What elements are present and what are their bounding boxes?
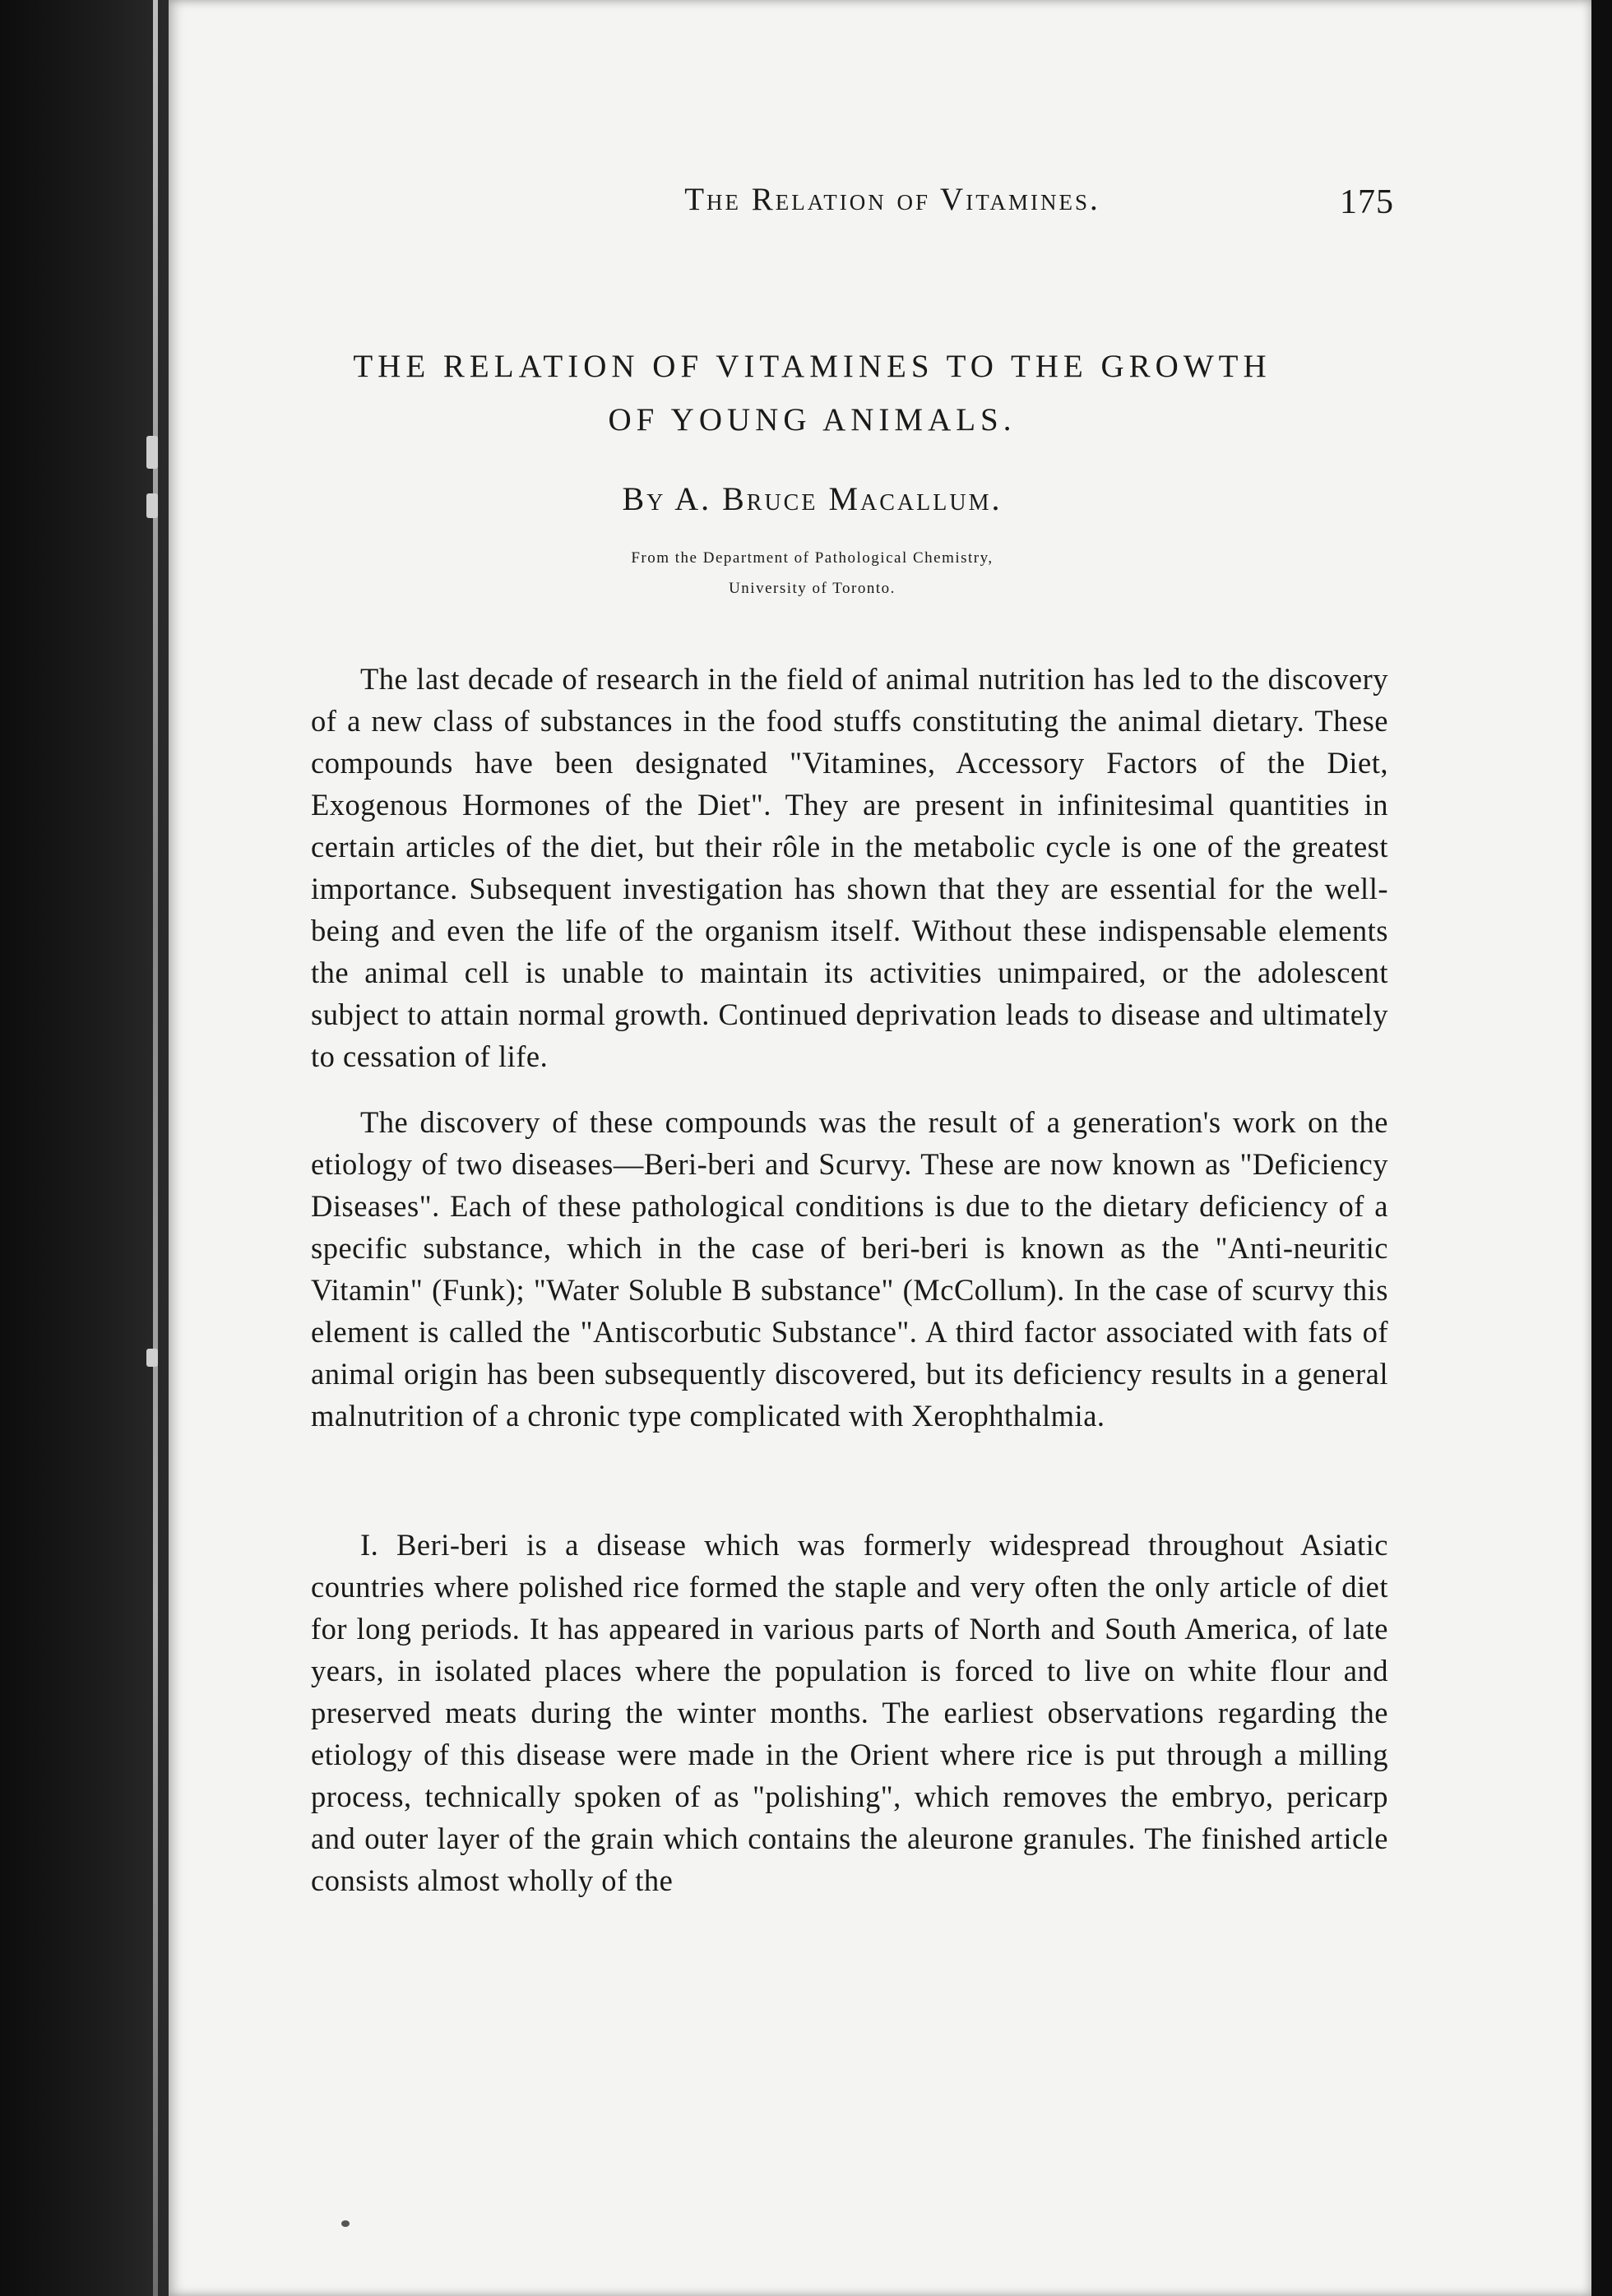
paper-speck [341, 2220, 350, 2227]
body-paragraph: I. Beri-beri is a disease which was formerly widespread throughout Asiatic countries where polished rice formed the staple and very often the only article of diet for long periods. It has appeared in various parts of North and South America, of late years, in isolated places where the population is forced to live on white flour and preserved meats during the winter months. The earliest observations regarding the etiology of this disease were made in the Orient where rice is put through a milling process, technically spoken of as "polishing", which removes the embryo, pericarp and outer layer of the grain which contains the aleurone granules. The finished article consists almost wholly of the [311, 1528, 1388, 1897]
binding-crease [153, 0, 158, 2296]
affiliation-line: From the Department of Pathological Chemistry, [631, 549, 994, 567]
article-title-line: THE RELATION OF VITAMINES TO THE GROWTH [353, 349, 1272, 384]
binding-mark [146, 436, 158, 469]
book-binding-edge [0, 0, 169, 2296]
binding-mark [146, 1349, 158, 1367]
article-title-line: OF YOUNG ANIMALS. [608, 402, 1017, 437]
affiliation-line: University of Toronto. [729, 580, 896, 597]
author-byline: By A. Bruce Macallum. [622, 480, 1003, 517]
author-affiliation [251, 543, 1373, 604]
body-paragraph: The discovery of these compounds was the result of a generation's work on the etiology of two diseases—Beri-beri and Scurvy. These are now known as "Deficiency Diseases". Each of these pathological conditions is due to the dietary deficiency of a specific substance, which in the case of beri-beri is known as the "Anti-neuritic Vitamin" (Funk); "Water Soluble B substance" (McCollum). In the case of scurvy this element is called the "Antiscorbutic Substance". A third factor associated with fats of animal origin has been subsequently discovered, but its deficiency results in a general malnutrition of a chronic type complicated with Xerophthalmia. [311, 1105, 1388, 1433]
binding-mark [146, 493, 158, 518]
body-paragraph: The last decade of research in the field of animal nutrition has led to the discovery of a new class of substances in the food stuffs constituting the animal dietary. These compounds have been designated "Vitamines, Accessory Factors of the Diet, Exogenous Hormones of the Diet". They are present in infinitesimal quantities in certain articles of the diet, but their rôle in the metabolic cycle is one of the greatest importance. Subsequent investigation has shown that they are essential for the well-being and even the life of the organism itself. Without these indispensable elements the animal cell is unable to maintain its activities unimpaired, or the adolescent subject to attain normal growth. Continued deprivation leads to disease and ultimately to cessation of life. [311, 662, 1388, 1073]
scan-border [1591, 0, 1612, 2296]
running-head: The Relation of Vitamines. [684, 182, 1100, 217]
page-number: 175 [1340, 183, 1394, 221]
article-title [251, 340, 1373, 447]
